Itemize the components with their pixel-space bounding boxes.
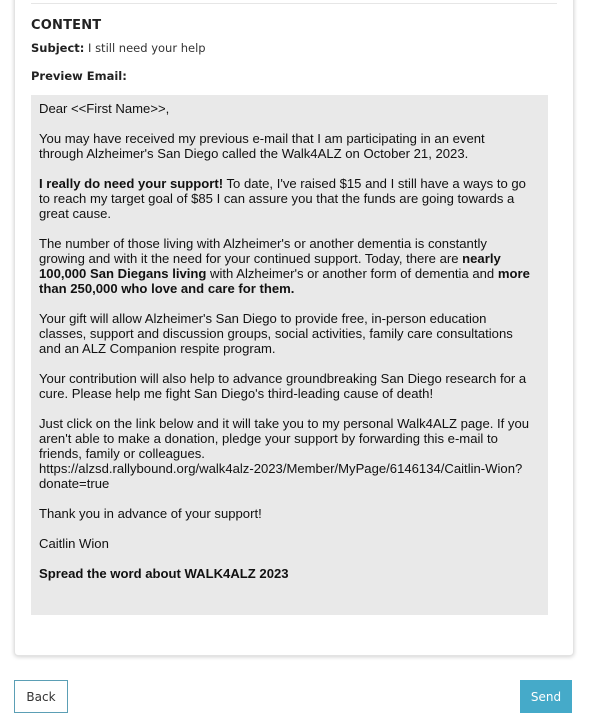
email-preview (31, 95, 548, 615)
email-text: To date, I've raised $15 and I still have a ways to go to reach my target goal of $85 I can assure you that the funds are going towards a great cause. (39, 176, 526, 221)
email-bold-text: Spread the word about WALK4ALZ 2023 (39, 566, 289, 581)
email-greeting: Dear <<First Name>>, (39, 101, 170, 116)
email-bold-text: I really do need your support! (39, 176, 224, 191)
donation-link: https://alzsd.rallybound.org/walk4alz-2023/Member/MyPage/6146134/Caitlin-Wion?donate=true (39, 461, 523, 491)
email-paragraph (39, 416, 532, 491)
email-paragraph: Your gift will allow Alzheimer's San Diego to provide free, in-person education classes, support and discussion groups, social activities, family care consultations and an ALZ Companion respite program. (39, 311, 513, 356)
email-paragraph: Thank you in advance of your support! (39, 506, 262, 521)
email-paragraph: Your contribution will also help to advance groundbreaking San Diego research for a cure. Please help me fight San Diego's third-leading cause of death! (39, 371, 527, 401)
email-text: with Alzheimer's or another form of dementia and (206, 266, 498, 281)
email-closing (39, 566, 532, 581)
divider (31, 3, 557, 4)
email-text: The number of those living with Alzheimer's or another dementia is constantly growing and with it the need for your continued support. Today, there are (39, 236, 487, 266)
email-text: Just click on the link below and it will take you to my personal Walk4ALZ page. If you aren't able to make a donation, pledge your support by forwarding this e-mail to friends, family or colleagues. (39, 416, 530, 461)
back-button[interactable]: Back (14, 680, 68, 713)
email-paragraph (39, 236, 532, 296)
email-signature: Caitlin Wion (39, 536, 109, 551)
subject-value: I still need your help (88, 41, 206, 55)
preview-email-label: Preview Email: (31, 69, 127, 83)
email-paragraph (39, 176, 532, 221)
email-bold-text: nearly 100,000 San Diegans living (39, 251, 501, 281)
subject-line (31, 41, 206, 55)
email-bold-text: more than 250,000 who love and care for them. (39, 266, 530, 296)
subject-label: Subject: (31, 41, 85, 55)
content-card (14, 0, 574, 656)
email-paragraph: You may have received my previous e-mail that I am participating in an event through Alzheimer's San Diego called the Walk4ALZ on October 21, 2023. (39, 131, 485, 161)
section-title: CONTENT (31, 18, 102, 33)
send-button[interactable]: Send (520, 680, 572, 713)
